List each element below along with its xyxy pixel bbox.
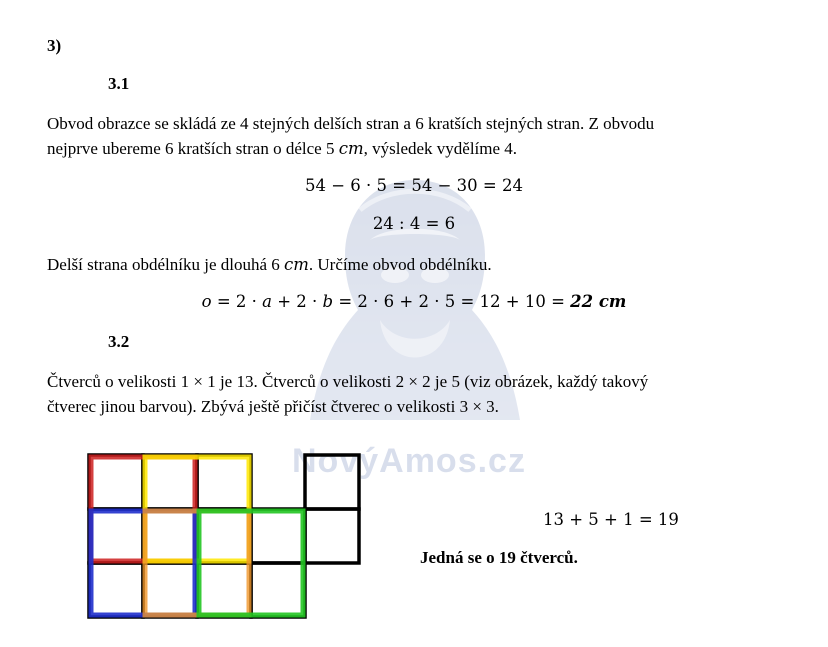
equation-1: 54 − 6 · 5 = 54 − 30 = 24: [305, 176, 523, 195]
conclusion-number: 19: [498, 548, 516, 567]
var-o: o: [201, 292, 212, 311]
grid-cell: [89, 455, 143, 509]
subsection-heading-3-1: 3.1: [108, 74, 130, 93]
grid-cell: [251, 509, 305, 563]
eq3-part-3: = 2 · 6 + 2 · 5 = 12 + 10 =: [333, 292, 571, 311]
longer-side-sentence: [47, 253, 492, 277]
eq3-result: 22 cm: [570, 292, 627, 311]
paragraph-3-1-line-2-text-a: nejprve ubereme 6 kratších stran o délce 5: [47, 139, 339, 158]
conclusion-text-a: Jedná se o: [420, 548, 499, 567]
conclusion: [420, 546, 578, 570]
unit-cm-2: cm: [284, 255, 309, 274]
unit-cm: cm: [338, 139, 364, 158]
section-number: 3): [47, 36, 62, 55]
paragraph-3-2-line-2: čtverec jinou barvou). Zbývá ještě přičíst čtverec o velikosti 3 × 3.: [47, 397, 499, 416]
longer-side-text-b: . Určíme obvod obdélníku.: [308, 255, 492, 274]
eq3-part-2: + 2 ·: [271, 292, 323, 311]
grid-cell: [197, 455, 251, 509]
grid-cell: [251, 563, 305, 617]
grid-cell: [143, 509, 197, 563]
grid-cell: [143, 455, 197, 509]
grid-cell: [305, 455, 359, 509]
equation-3: [0, 290, 828, 314]
paragraph-3-2-line-1: Čtverců o velikosti 1 × 1 je 13. Čtverců o velikosti 2 × 2 je 5 (viz obrázek, každý takový: [47, 372, 649, 391]
grid-cell: [89, 563, 143, 617]
var-b: b: [322, 292, 334, 311]
grid-cell: [143, 563, 197, 617]
grid-cell: [305, 509, 359, 563]
subsection-heading-3-2: 3.2: [108, 332, 130, 351]
paragraph-3-1-line-2-text-b: , výsledek vydělíme 4.: [363, 139, 518, 158]
eq3-part-1: = 2 ·: [211, 292, 263, 311]
grid-cell: [197, 509, 251, 563]
longer-side-text-a: Delší strana obdélníku je dlouhá 6: [47, 255, 285, 274]
paragraph-3-1-line-1: Obvod obrazce se skládá ze 4 stejných delších stran a 6 kratších stejných stran. Z obvodu: [47, 114, 655, 133]
grid-cell: [89, 509, 143, 563]
conclusion-text-b: čtverců.: [515, 548, 578, 567]
equation-2: 24 : 4 = 6: [372, 214, 456, 233]
watermark-logo-text: NovýAmos.cz: [292, 442, 526, 480]
sum-equation: 13 + 5 + 1 = 19: [543, 510, 679, 529]
grid-cell: [197, 563, 251, 617]
squares-figure: [86, 452, 366, 620]
var-a: a: [262, 292, 272, 311]
grid-lines: [89, 455, 359, 617]
paragraph-3-1-line-2: [47, 137, 517, 161]
